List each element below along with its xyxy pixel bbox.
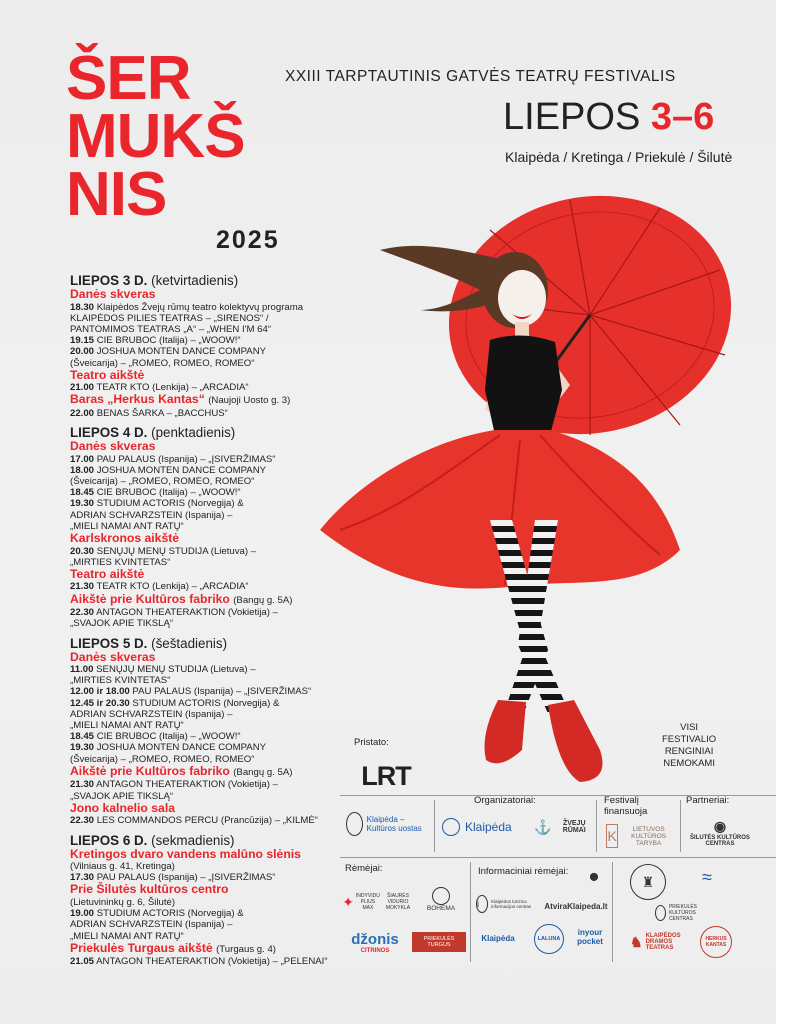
event-line bbox=[70, 313, 360, 324]
festival-subtitle: XXIII TARPTAUTINIS GATVĖS TEATRŲ FESTIVALIS bbox=[285, 68, 676, 85]
event-line bbox=[70, 607, 360, 618]
label-remejai: Rėmėjai: bbox=[345, 863, 383, 874]
ltk-icon: K bbox=[606, 824, 618, 848]
event-time: 20.00 bbox=[70, 346, 95, 358]
label-partneriai: Partneriai: bbox=[686, 795, 730, 806]
event-line bbox=[70, 324, 360, 335]
lrt-logo: LRT bbox=[361, 760, 411, 791]
event-time: 20.30 bbox=[70, 545, 95, 557]
klaipeda-crest-icon bbox=[442, 818, 460, 836]
event-time: 12.00 ir 18.00 bbox=[70, 686, 130, 698]
event-text: CIE BRUBOC (Italija) – „WOOW!“ bbox=[96, 487, 241, 499]
event-text: ANTAGON THEATERAKTION (Vokietija) – bbox=[96, 607, 278, 619]
day-weekday: (šeštadienis) bbox=[151, 635, 228, 651]
event-text: JOSHUA MONTEN DANCE COMPANY bbox=[96, 346, 267, 358]
partner-round-logo bbox=[630, 864, 666, 900]
dzonis-text: džonis bbox=[351, 930, 399, 948]
event-line bbox=[70, 346, 360, 357]
event-time: 17.30 bbox=[70, 872, 95, 884]
event-text: PAU PALAUS (Ispanija) – „ĮSIVERŽIMAS“ bbox=[132, 686, 312, 698]
event-line bbox=[70, 675, 360, 686]
event-text: STUDIUM ACTORIS (Norvegija) & bbox=[132, 697, 280, 709]
event-line bbox=[70, 956, 360, 967]
event-time: 22.30 bbox=[70, 607, 95, 619]
venue-heading bbox=[70, 393, 360, 408]
klaipeda-text: Klaipėda bbox=[465, 820, 512, 834]
venue-name: Danės skveras bbox=[70, 649, 156, 664]
partner-ltk-text: PRIEKULĖS KULTŪROS CENTRAS bbox=[668, 904, 698, 922]
event-time: 18.45 bbox=[70, 731, 95, 743]
dramos-teatras-logo bbox=[630, 930, 700, 954]
event-time: 19.00 bbox=[70, 908, 95, 920]
event-time: 21.30 bbox=[70, 779, 95, 791]
label-pristato: Pristato: bbox=[354, 737, 389, 748]
info-centras-logo bbox=[476, 892, 540, 916]
event-text: „MIRTIES KVINTETAS“ bbox=[70, 556, 171, 568]
day-heading bbox=[70, 833, 360, 848]
info-partner-icon: ⬤ bbox=[589, 871, 599, 881]
event-line bbox=[70, 919, 360, 930]
event-line bbox=[70, 686, 360, 697]
event-text: (Šveicarija) – „ROMEO, ROMEO, ROMEO“ bbox=[70, 476, 255, 488]
title-line-1: ŠER bbox=[66, 44, 191, 113]
day-title: LIEPOS 6 D. bbox=[70, 832, 148, 848]
ltk-logo bbox=[606, 822, 676, 850]
free-line-4: NEMOKAMI bbox=[663, 758, 715, 769]
event-time: 22.00 bbox=[70, 407, 95, 419]
venue-heading bbox=[70, 532, 360, 546]
event-text: BENAS ŠARKA – „BACCHUS“ bbox=[96, 407, 228, 419]
event-line bbox=[70, 815, 360, 826]
event-line bbox=[70, 476, 360, 487]
day-weekday: (ketvirtadienis) bbox=[151, 273, 239, 288]
event-text: „MIELI NAMAI ANT RATŲ“ bbox=[70, 520, 184, 532]
event-time: 17.00 bbox=[70, 453, 95, 465]
label-organizatoriai: Organizatoriai: bbox=[474, 795, 536, 806]
event-line bbox=[70, 618, 360, 629]
venue-heading bbox=[70, 883, 360, 897]
event-line bbox=[70, 742, 360, 753]
event-time: 11.00 bbox=[70, 664, 94, 676]
day-heading bbox=[70, 636, 360, 651]
kulturos-uostas-logo bbox=[346, 806, 430, 842]
event-text: Klaipėdos Žvejų rūmų teatro kolektyvų programa bbox=[96, 301, 304, 313]
dzonis-logo bbox=[344, 928, 406, 956]
festival-cities: Klaipėda / Kretinga / Priekulė / Šilutė bbox=[505, 149, 733, 165]
venue-name: Karlskronos aikštė bbox=[70, 531, 180, 546]
event-text: ANTAGON THEATERAKTION (Vokietija) – „PELENAI“ bbox=[96, 956, 328, 968]
venue-address: (Naujoji Uosto g. 3) bbox=[208, 395, 291, 407]
silutes-logo bbox=[688, 812, 752, 852]
info-centras-text: Klaipėdos turizmo informacijos centras bbox=[491, 899, 532, 909]
event-text: ADRIAN SCHVARZSTEIN (Ispanija) – bbox=[70, 509, 233, 521]
divider bbox=[612, 862, 613, 962]
event-text: (Lietuvininkų g. 6, Šilutė) bbox=[70, 896, 176, 908]
dancer-illustration bbox=[300, 190, 740, 790]
event-text: PAU PALAUS (Ispanija) – „ĮSIVERŽIMAS“ bbox=[96, 453, 276, 465]
free-line-2: FESTIVALIO bbox=[662, 734, 717, 745]
fish-icon: ⚓ bbox=[534, 818, 552, 835]
event-line bbox=[70, 698, 360, 709]
dramos-text: KLAIPĖDOS DRAMOS TEATRAS bbox=[645, 933, 681, 951]
remejas-red-logo: PRIEKULĖS TURGUS bbox=[412, 932, 466, 952]
event-text: STUDIUM ACTORIS (Norvegija) & bbox=[96, 908, 244, 920]
divider bbox=[340, 857, 776, 858]
event-line bbox=[70, 454, 360, 465]
day-weekday: (penktadienis) bbox=[151, 425, 236, 441]
dates-days: 3–6 bbox=[650, 96, 715, 138]
ltk-text: LIETUVOS KULTŪROS TARYBA bbox=[631, 825, 667, 847]
venue-name: Baras „Herkus Kantas“ bbox=[70, 392, 205, 407]
figure-icon: ♜ bbox=[641, 873, 655, 890]
event-time: 22.30 bbox=[70, 815, 95, 827]
event-text: „MIRTIES KVINTETAS“ bbox=[70, 675, 171, 687]
venue-name: Kretingos dvaro vandens malūno slėnis bbox=[70, 846, 301, 861]
free-events-note bbox=[662, 722, 716, 770]
event-text: TEATR KTO (Lenkija) – „ARCADIA“ bbox=[96, 581, 249, 593]
event-time: 21.05 bbox=[70, 956, 95, 968]
klaipeda-logo bbox=[442, 815, 524, 839]
event-line bbox=[70, 487, 360, 498]
kultura-icon bbox=[346, 812, 363, 836]
venue-heading bbox=[70, 848, 360, 862]
venue-heading bbox=[70, 765, 360, 780]
partner-ltk-logo bbox=[655, 902, 721, 924]
venue-name: Teatro aikštė bbox=[70, 566, 145, 581]
remejas1-text: INDYVIDU PLIUS MAX bbox=[355, 893, 380, 911]
venue-address: (Bangų g. 5A) bbox=[233, 766, 293, 778]
event-text: „MIELI NAMAI ANT RATŲ“ bbox=[70, 720, 184, 732]
title-line-3: NIS bbox=[66, 160, 167, 229]
wave-logo bbox=[682, 860, 732, 894]
event-text: SENŲJŲ MENŲ STUDIJA (Lietuva) – bbox=[96, 545, 257, 557]
inyourpocket-logo: inyour pocket bbox=[577, 928, 603, 946]
event-time: 21.00 bbox=[70, 382, 95, 394]
herkus-kantas-logo: HERKUS KANTAS bbox=[700, 926, 732, 958]
bohema-text: BOHEMA bbox=[426, 904, 456, 912]
venue-name: Priekulės Turgaus aikštė bbox=[70, 940, 213, 955]
event-text: CIE BRUBOC (Italija) – „WOOW!“ bbox=[96, 335, 241, 347]
event-text: (Šveicarija) – „ROMEO, ROMEO, ROMEO“ bbox=[70, 753, 255, 765]
festival-dates bbox=[503, 96, 714, 139]
event-line bbox=[70, 510, 360, 521]
event-line bbox=[70, 408, 360, 419]
venue-heading bbox=[70, 440, 360, 454]
event-text: PAU PALAUS (Ispanija) – „ĮSIVERŽIMAS“ bbox=[96, 872, 276, 884]
event-line bbox=[70, 498, 360, 509]
zveju-text: ŽVEJŲ RŪMAI bbox=[562, 820, 586, 834]
silutes-text: ŠILUTĖS KULTŪROS CENTRAS bbox=[690, 834, 750, 847]
venue-address: (Bangų g. 5A) bbox=[233, 594, 293, 606]
dates-prefix: LIEPOS bbox=[503, 96, 651, 138]
event-text: CIE BRUBOC (Italija) – „WOOW!“ bbox=[96, 731, 241, 743]
event-text: „SVAJOK APIE TIKSLĄ“ bbox=[70, 618, 174, 630]
divider bbox=[470, 862, 471, 962]
day-title: LIEPOS 4 D. bbox=[70, 425, 148, 441]
venue-name: Teatro aikštė bbox=[70, 367, 145, 382]
free-line-3: RENGINIAI bbox=[664, 746, 714, 757]
event-time: 18.45 bbox=[70, 487, 95, 499]
event-line bbox=[70, 731, 360, 742]
venue-name: Prie Šilutės kultūros centro bbox=[70, 882, 229, 897]
event-time: 19.30 bbox=[70, 498, 95, 510]
event-line bbox=[70, 897, 360, 908]
title-line-2: MUKŠ bbox=[66, 102, 245, 171]
venue-name: Danės skveras bbox=[70, 439, 156, 454]
venue-name: Aikštė prie Kultūros fabriko bbox=[70, 591, 230, 606]
label-finansuoja: Festivalį finansuoja bbox=[604, 795, 648, 817]
event-text: (Šveicarija) – „ROMEO, ROMEO, ROMEO“ bbox=[70, 357, 255, 369]
event-line bbox=[70, 335, 360, 346]
event-time: 19.30 bbox=[70, 742, 95, 754]
programme-schedule bbox=[70, 267, 360, 967]
event-line bbox=[70, 908, 360, 919]
eye-icon: ◉ bbox=[713, 817, 727, 834]
zveju-rumai-logo bbox=[534, 815, 594, 839]
event-text: „SVAJOK APIE TIKSLĄ“ bbox=[70, 790, 174, 802]
wave-icon: ≈ bbox=[702, 866, 712, 887]
atvira-klaipeda-logo: AtviraKlaipeda.lt bbox=[544, 901, 608, 911]
remejas1-logo bbox=[342, 888, 380, 916]
venue-address: (Turgaus g. 4) bbox=[216, 943, 276, 955]
kultura-text: Klaipėda – Kultūros uostas bbox=[366, 815, 422, 833]
event-text: TEATR KTO (Lenkija) – „ARCADIA“ bbox=[96, 382, 249, 394]
event-line bbox=[70, 779, 360, 790]
divider bbox=[596, 800, 597, 852]
day-weekday: (sekmadienis) bbox=[151, 832, 235, 848]
event-text: JOSHUA MONTEN DANCE COMPANY bbox=[96, 464, 267, 476]
event-time: 18.00 bbox=[70, 464, 95, 476]
event-line bbox=[70, 302, 360, 313]
remejas2-logo: ŠIAURĖS VIDURIO MOKYKLA bbox=[385, 893, 411, 911]
event-time: 18.30 bbox=[70, 301, 95, 313]
label-info-remejai: Informaciniai rėmėjai: bbox=[478, 866, 569, 877]
event-line bbox=[70, 720, 360, 731]
divider bbox=[434, 800, 435, 852]
event-time: 12.45 ir 20.30 bbox=[70, 697, 130, 709]
venue-heading bbox=[70, 288, 360, 302]
info-icon: i bbox=[476, 895, 488, 913]
venue-name: Jono kalnelio sala bbox=[70, 800, 175, 815]
day-heading bbox=[70, 273, 360, 288]
event-text: „MIELI NAMAI ANT RATŲ“ bbox=[70, 930, 184, 942]
venue-heading bbox=[70, 802, 360, 816]
free-line-1: VISI bbox=[680, 722, 699, 733]
day-heading bbox=[70, 425, 360, 440]
divider bbox=[680, 800, 681, 852]
bohema-logo bbox=[418, 882, 464, 916]
venue-heading bbox=[70, 369, 360, 383]
event-text: JOSHUA MONTEN DANCE COMPANY bbox=[96, 742, 267, 754]
klaipedos-diena-logo: Klaipėda bbox=[481, 933, 515, 943]
event-time: 21.30 bbox=[70, 581, 95, 593]
event-text: STUDIUM ACTORIS (Norvegija) & bbox=[96, 498, 244, 510]
event-text: (Vilniaus g. 41, Kretinga) bbox=[70, 861, 175, 872]
day-title: LIEPOS 3 D. bbox=[70, 273, 148, 288]
venue-heading bbox=[70, 942, 360, 957]
event-line bbox=[70, 546, 360, 557]
venue-heading bbox=[70, 568, 360, 582]
event-text: ADRIAN SCHVARZSTEIN (Ispanija) – bbox=[70, 708, 233, 720]
event-text: SENŲJŲ MENŲ STUDIJA (Lietuva) – bbox=[96, 664, 256, 676]
event-line bbox=[70, 709, 360, 720]
day-title: LIEPOS 5 D. bbox=[70, 635, 148, 651]
dzonis-sub: CITRINOS bbox=[360, 947, 390, 954]
event-line bbox=[70, 861, 360, 872]
event-line bbox=[70, 465, 360, 476]
event-text: ADRIAN SCHVARZSTEIN (Ispanija) – bbox=[70, 919, 233, 931]
event-text: KLAIPĖDOS PILIES TEATRAS – „SIRENOS“ / bbox=[70, 312, 269, 324]
figure-icon: ✦ bbox=[342, 893, 354, 910]
laluna-logo: LALUNA bbox=[534, 924, 564, 954]
partner-ltk-icon bbox=[655, 905, 666, 921]
event-line bbox=[70, 664, 360, 675]
venue-name: Danės skveras bbox=[70, 287, 156, 301]
venue-heading bbox=[70, 593, 360, 608]
umbrella-icon bbox=[427, 190, 740, 460]
event-text: LES COMMANDOS PERCU (Prancūzija) – „KILMĖ“ bbox=[96, 815, 318, 827]
venue-name: Aikštė prie Kultūros fabriko bbox=[70, 763, 230, 778]
event-text: ANTAGON THEATERAKTION (Vokietija) – bbox=[96, 779, 278, 791]
event-text: PANTOMIMOS TEATRAS „A“ – „WHEN I'M 64“ bbox=[70, 323, 272, 335]
theatre-icon: ♞ bbox=[630, 933, 643, 950]
venue-heading bbox=[70, 651, 360, 665]
bohema-icon bbox=[432, 887, 450, 905]
event-time: 19.15 bbox=[70, 335, 95, 347]
festival-year: 2025 bbox=[216, 226, 280, 254]
festival-title bbox=[66, 44, 245, 229]
